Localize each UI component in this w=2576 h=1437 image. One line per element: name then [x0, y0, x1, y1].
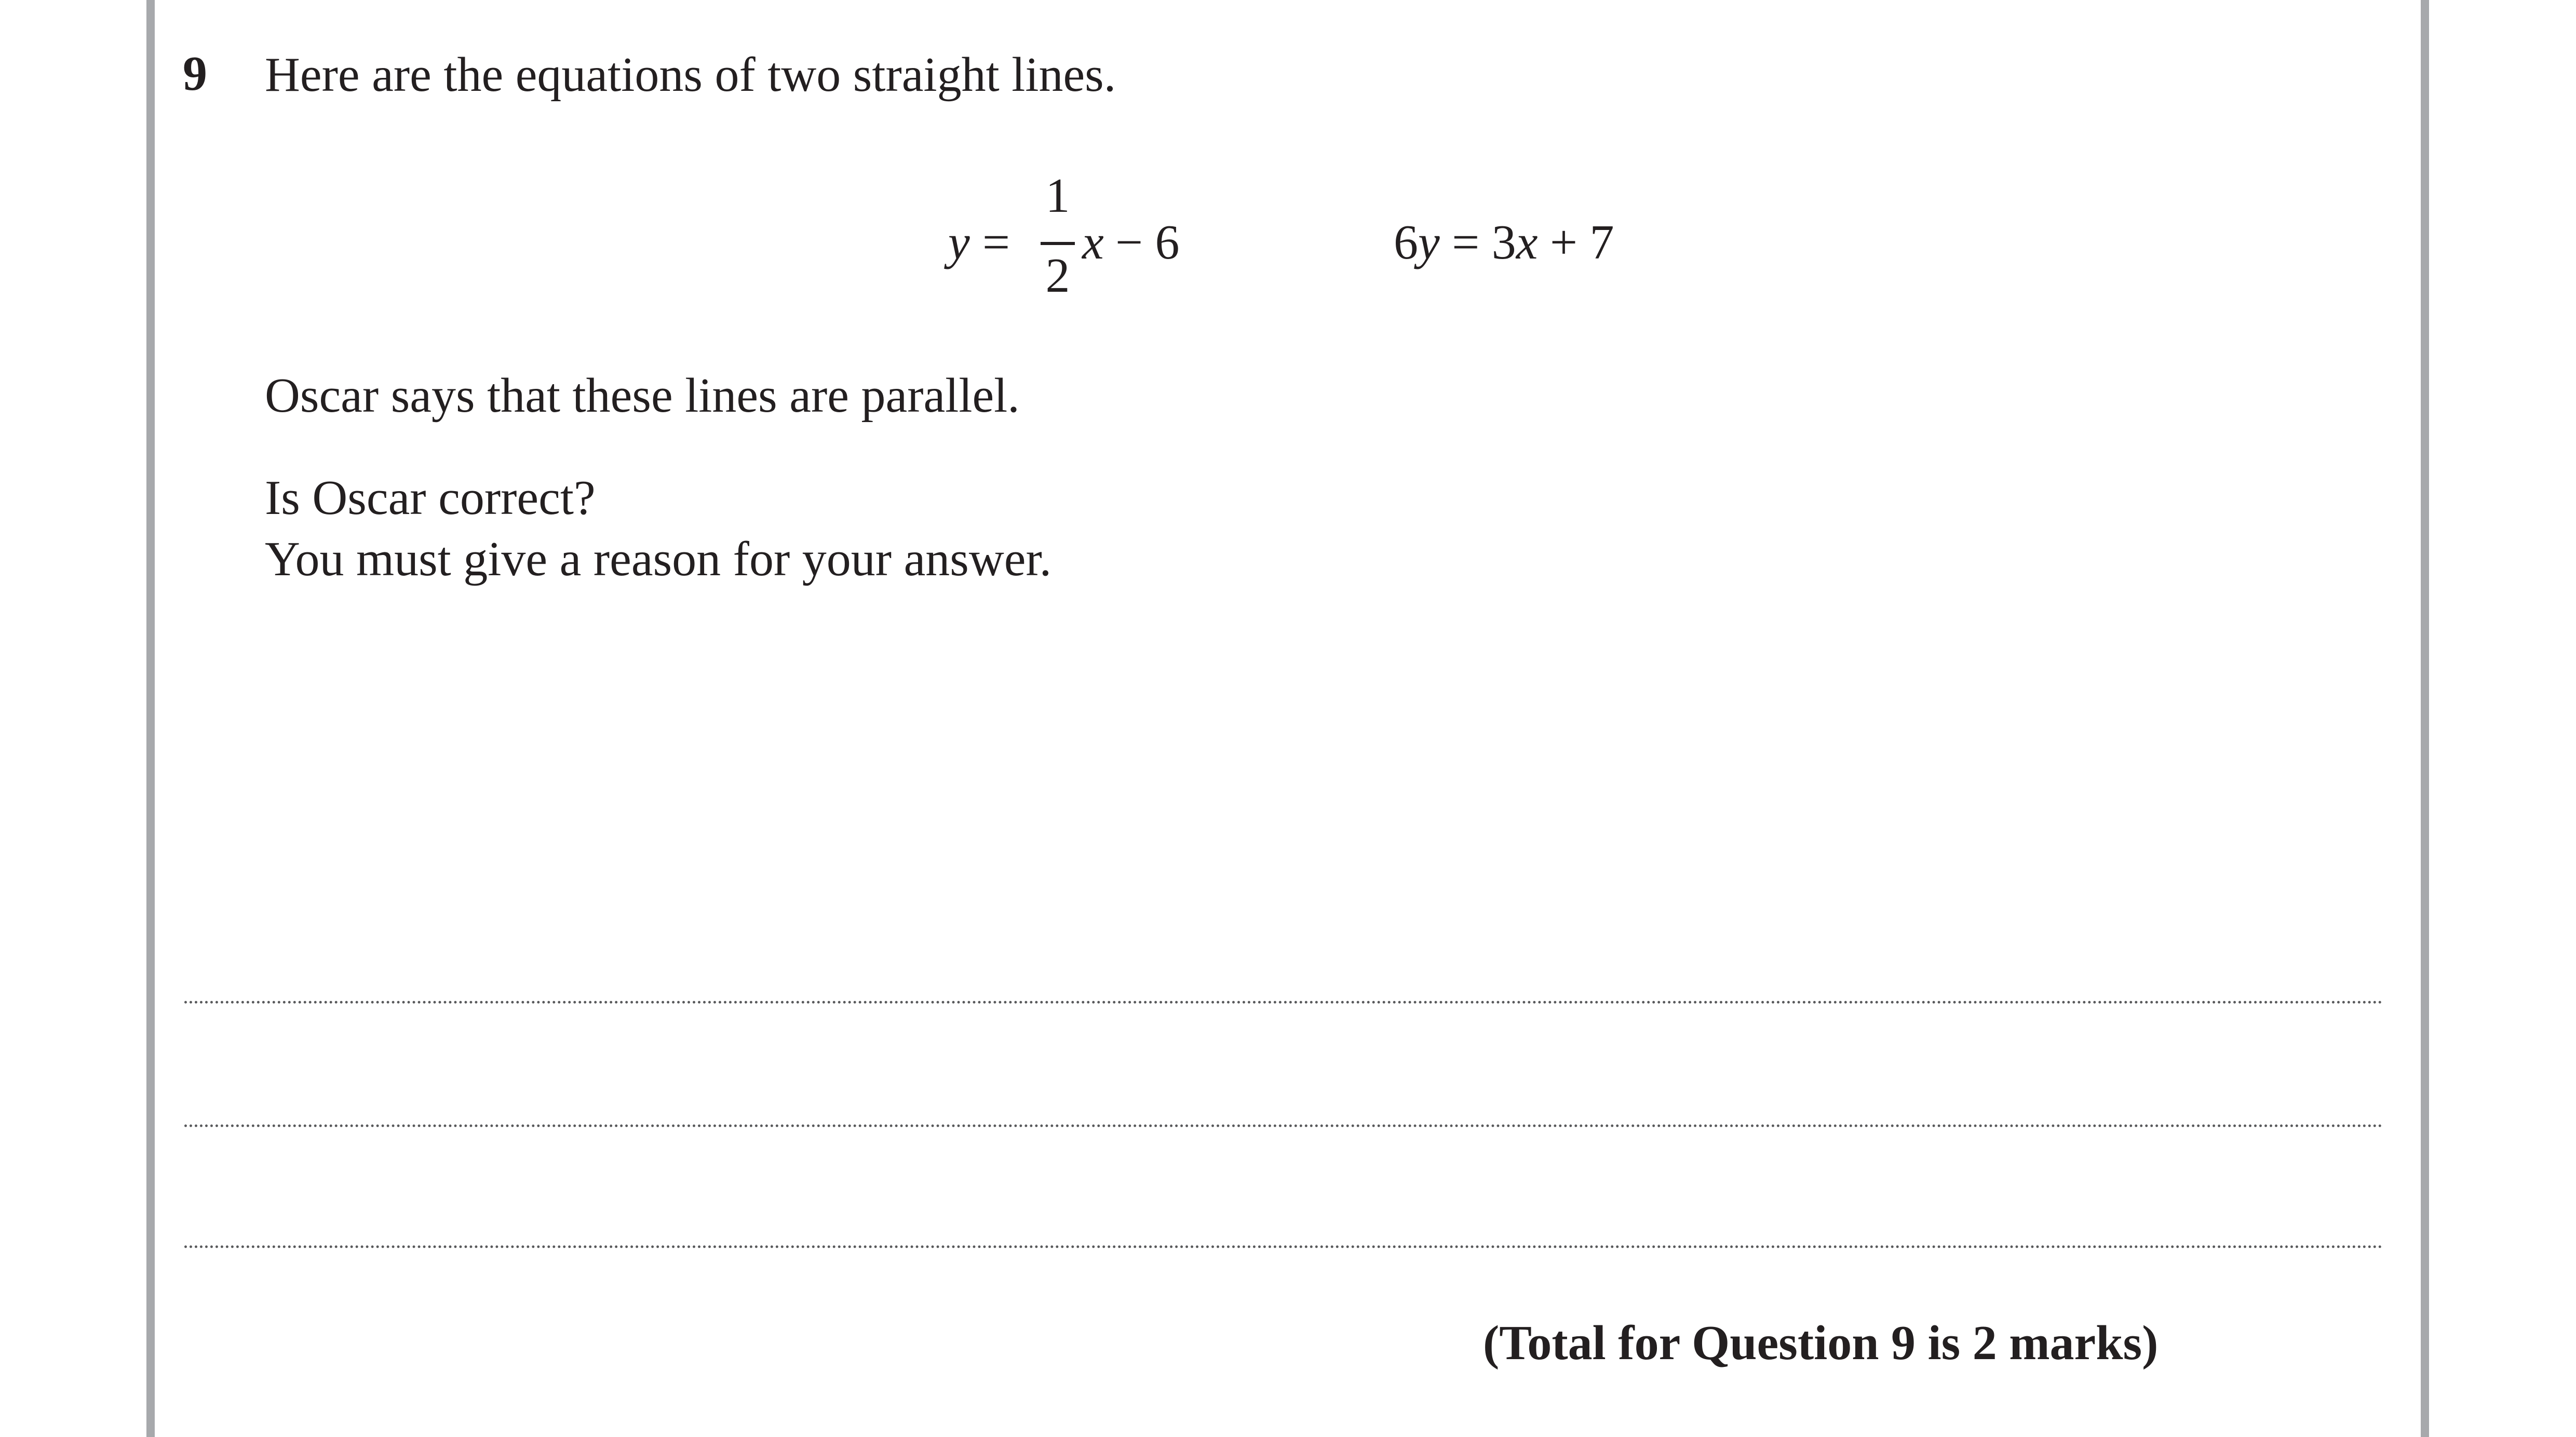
equation-two-constant: + 7: [1537, 215, 1614, 269]
fraction-numerator: 1: [1045, 169, 1070, 223]
oscar-statement: Oscar says that these lines are parallel.: [265, 369, 1020, 423]
equation-one: [948, 171, 1197, 311]
question-number: 9: [183, 47, 207, 101]
prompt-give-reason: You must give a reason for your answer.: [265, 532, 1052, 586]
fraction-denominator: 2: [1045, 249, 1070, 303]
fraction-bar: [1041, 242, 1075, 245]
answer-line-3[interactable]: [184, 1245, 2383, 1248]
equation-one-x: x: [1082, 215, 1104, 269]
equation-one-y: y: [948, 215, 970, 269]
right-margin-bar: [2421, 0, 2429, 1437]
left-margin-bar: [146, 0, 155, 1437]
equation-two-y: y: [1418, 215, 1440, 269]
prompt-is-oscar-correct: Is Oscar correct?: [265, 471, 596, 525]
question-intro: Here are the equations of two straight lines.: [265, 48, 1116, 102]
answer-line-2[interactable]: [184, 1124, 2383, 1127]
equation-one-equals: =: [982, 215, 1010, 269]
equation-two-coefficient: 6: [1394, 215, 1418, 269]
equation-two: [1394, 215, 1614, 269]
equation-one-constant: − 6: [1115, 215, 1180, 269]
equation-two-x: x: [1516, 215, 1538, 269]
total-marks: (Total for Question 9 is 2 marks): [1483, 1316, 2159, 1370]
equation-two-middle: = 3: [1439, 215, 1516, 269]
answer-line-1[interactable]: [184, 1001, 2383, 1004]
